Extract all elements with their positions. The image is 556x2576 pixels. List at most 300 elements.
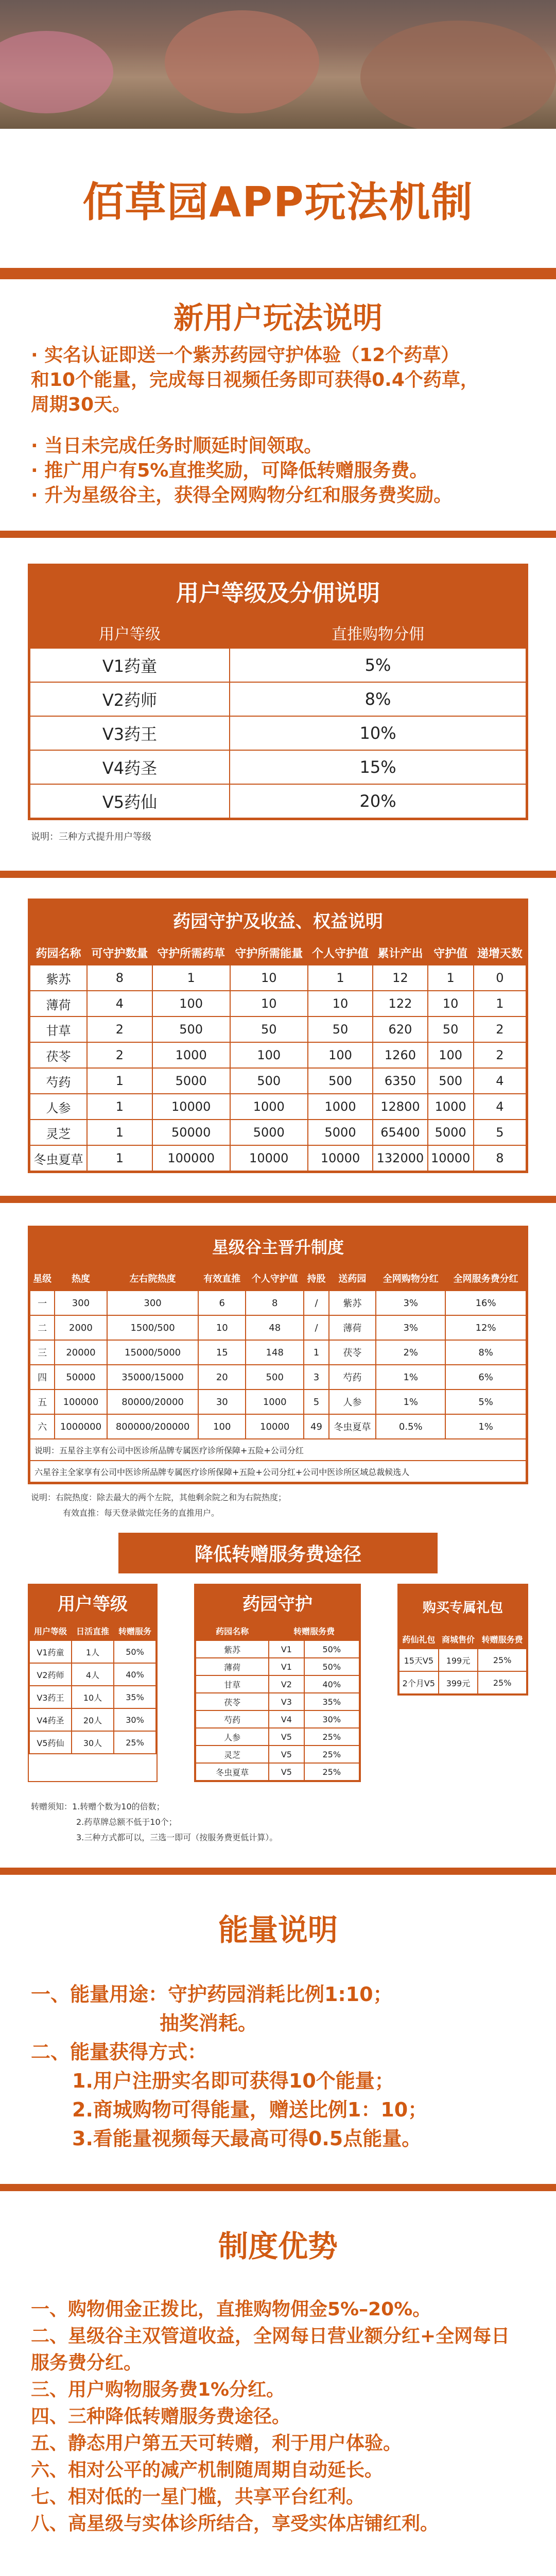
cell: 1% [445, 1414, 526, 1439]
energy-line: 3.看能量视频每天最高可得0.5点能量。 [72, 2127, 422, 2150]
divider-band [0, 531, 556, 538]
cell: 1000000 [55, 1414, 107, 1439]
table-row [30, 648, 526, 682]
cell: 2 [474, 1042, 526, 1068]
column-header: 守护值 [428, 940, 474, 965]
star-note: 六星谷主全家享有公司中医诊所品牌专属医疗诊所保障+五险+公司分红+公司中医诊所区域总裁候选人 [30, 1461, 526, 1482]
table-row [30, 1365, 526, 1389]
cell: V5药仙 [30, 784, 230, 818]
table-row [196, 1745, 359, 1763]
table-row [196, 1658, 359, 1675]
table-row [29, 1640, 156, 1663]
cell: 0.5% [376, 1414, 445, 1439]
cell: 人参 [329, 1389, 376, 1414]
cell: 50 [428, 1016, 474, 1042]
cell: 1 [152, 965, 230, 991]
table-row [30, 1068, 526, 1094]
fee-note: 2.药草牌总额不低于10个； [76, 1817, 177, 1827]
cell: 80000/20000 [107, 1389, 199, 1414]
cell: 10000 [152, 1094, 230, 1120]
cell: 8 [246, 1291, 304, 1315]
cell: 100000 [152, 1145, 230, 1171]
cell: 四 [30, 1365, 55, 1389]
cell: 8% [445, 1340, 526, 1365]
cell: / [304, 1315, 328, 1340]
cell: 620 [373, 1016, 427, 1042]
cell: 49 [304, 1414, 328, 1439]
cell: 1 [474, 991, 526, 1016]
column-header: 药园名称 [196, 1621, 269, 1640]
table-row [196, 1693, 359, 1710]
divider-band [0, 871, 556, 878]
cell: 0 [474, 965, 526, 991]
garden-fee-table [195, 1620, 360, 1781]
table-row [30, 1120, 526, 1145]
cell: 40% [304, 1675, 360, 1693]
garden-box [28, 899, 528, 1173]
cell: 4 [474, 1068, 526, 1094]
cell: 15000/5000 [107, 1340, 199, 1365]
cell: 1 [87, 1068, 152, 1094]
star-foot: 有效直推：每天登录做完任务的直推用户。 [63, 1508, 220, 1518]
table-row [196, 1640, 359, 1658]
star-box [28, 1226, 528, 1484]
divider-band [0, 2184, 556, 2191]
cell: 20% [230, 784, 526, 818]
advantage-line: 四、三种降低转赠服务费途径。 [31, 2406, 291, 2427]
advantage-line: 八、高星级与实体诊所结合，享受实体店铺红利。 [31, 2513, 439, 2534]
cell: 五 [30, 1389, 55, 1414]
cell: 1 [308, 965, 373, 991]
cell: 5000 [428, 1120, 474, 1145]
cell: 8 [474, 1145, 526, 1171]
card-title: 药园守护 [195, 1585, 360, 1620]
cell: 5% [230, 648, 526, 682]
cell: 15% [230, 750, 526, 784]
levels-note: 说明：三种方式提升用户等级 [31, 832, 151, 842]
cell: 199元 [439, 1649, 478, 1671]
cell: 人参 [30, 1094, 87, 1120]
card-title: 购买专属礼包 [398, 1585, 527, 1629]
column-header: 转赠服务费 [478, 1629, 527, 1649]
column-header: 全网购物分红 [376, 1266, 445, 1291]
cell: V4药圣 [30, 750, 230, 784]
cell: 50% [304, 1658, 360, 1675]
star-foot: 说明：右院热度：除去最大的两个左院，其他剩余院之和为右院热度； [31, 1493, 287, 1502]
cell: 6% [445, 1365, 526, 1389]
column-header: 有效直推 [198, 1266, 246, 1291]
table-row [30, 716, 526, 750]
cell: 8 [87, 965, 152, 991]
cell: 100 [308, 1042, 373, 1068]
cell: 8% [230, 682, 526, 716]
cell: 人参 [196, 1728, 269, 1745]
star-heading: 星级谷主晋升制度 [29, 1227, 527, 1265]
fee-userlevel-card [28, 1584, 158, 1782]
column-header: 药园名称 [30, 940, 87, 965]
cell: 100 [428, 1042, 474, 1068]
column-header: 递增天数 [474, 940, 526, 965]
cell: 25% [304, 1728, 360, 1745]
cell: 三 [30, 1340, 55, 1365]
cell: V3药王 [29, 1686, 72, 1708]
column-header: 日活直推 [72, 1621, 114, 1640]
table-row [30, 1414, 526, 1439]
table-row [29, 1663, 156, 1686]
energy-line: 2.商城购物可得能量，赠送比例1：10； [72, 2098, 428, 2121]
advantages-heading: 制度优势 [218, 2229, 338, 2264]
cell: 1500/500 [107, 1315, 199, 1340]
cell: 800000/200000 [107, 1414, 199, 1439]
column-header: 左右院热度 [107, 1266, 199, 1291]
cell: 1 [304, 1340, 328, 1365]
cell: / [304, 1291, 328, 1315]
cell: V2药师 [30, 682, 230, 716]
cell: 10 [308, 991, 373, 1016]
advantage-line: 七、相对低的一星门槛，共享平台红利。 [31, 2486, 365, 2507]
cell: 紫苏 [30, 965, 87, 991]
cell: 10000 [230, 1145, 308, 1171]
cell: 4 [87, 991, 152, 1016]
divider-band [0, 268, 556, 279]
advantages-content [31, 2296, 525, 2537]
cell: 50% [304, 1640, 360, 1658]
star-table [29, 1265, 527, 1483]
cell: 二 [30, 1315, 55, 1340]
table-row [30, 1094, 526, 1120]
cell: V2药师 [29, 1663, 72, 1686]
newuser-line: · 推广用户有5%直推奖励，可降低转赠服务费。 [31, 460, 428, 481]
column-header: 累计产出 [373, 940, 427, 965]
cell: 399元 [439, 1671, 478, 1694]
cell: 12800 [373, 1094, 427, 1120]
blossom-shape [165, 10, 319, 113]
gift-table [398, 1629, 527, 1694]
cell: 2 [474, 1016, 526, 1042]
cell: 1 [87, 1094, 152, 1120]
fee-note: 3.三种方式都可以，三选一即可（按服务费更低计算）。 [76, 1833, 278, 1842]
advantage-line: 三、用户购物服务费1%分红。 [31, 2379, 285, 2400]
cell: 25% [304, 1745, 360, 1763]
cell: 30 [198, 1389, 246, 1414]
table-row [196, 1728, 359, 1745]
cell: 2000 [55, 1315, 107, 1340]
cell: 500 [428, 1068, 474, 1094]
column-header: 可守护数量 [87, 940, 152, 965]
cell: 50% [114, 1640, 156, 1663]
cell: 40% [114, 1663, 156, 1686]
cell: 35000/15000 [107, 1365, 199, 1389]
cell: V5 [269, 1745, 304, 1763]
cell: V4药圣 [29, 1708, 72, 1731]
cell: 1000 [308, 1094, 373, 1120]
cell: V4 [269, 1710, 304, 1728]
newuser-line: · 升为星级谷主，获得全网购物分红和服务费奖励。 [31, 485, 453, 506]
cell: 10 [198, 1315, 246, 1340]
newuser-line: · 实名认证即送一个紫苏药园守护体验（12个药草） [31, 345, 460, 366]
energy-heading: 能量说明 [218, 1912, 338, 1947]
cell: 148 [246, 1340, 304, 1365]
header-row [29, 1621, 156, 1640]
column-header: 药仙礼包 [399, 1629, 439, 1649]
cell: 2个月V5 [399, 1671, 439, 1694]
cell: 50000 [55, 1365, 107, 1389]
cell: 芍药 [30, 1068, 87, 1094]
cell: 5000 [230, 1120, 308, 1145]
cell: 2 [87, 1042, 152, 1068]
cell: 茯苓 [30, 1042, 87, 1068]
cell: 茯苓 [329, 1340, 376, 1365]
cell: 5 [304, 1389, 328, 1414]
cell: 65400 [373, 1120, 427, 1145]
cell: 10 [230, 991, 308, 1016]
cell: V5药仙 [29, 1731, 72, 1754]
table-row [30, 991, 526, 1016]
cell: 薄荷 [196, 1658, 269, 1675]
advantage-line: 服务费分红。 [31, 2352, 143, 2374]
cell: 2% [376, 1340, 445, 1365]
cell: 6 [198, 1291, 246, 1315]
levels-heading: 用户等级及分佣说明 [29, 565, 527, 617]
newuser-line: · 当日未完成任务时顺延时间领取。 [31, 435, 323, 456]
table-row [30, 1016, 526, 1042]
cell: 25% [114, 1731, 156, 1754]
cell: 300 [55, 1291, 107, 1315]
cell: 500 [308, 1068, 373, 1094]
cell: 1000 [428, 1094, 474, 1120]
divider-band [0, 1868, 556, 1875]
table-row [30, 1315, 526, 1340]
header-row [30, 1266, 526, 1291]
cell: 5% [445, 1389, 526, 1414]
cell: V1药童 [30, 648, 230, 682]
column-header: 全网服务费分红 [445, 1266, 526, 1291]
cell: 1% [376, 1365, 445, 1389]
newuser-line: 周期30天。 [31, 394, 131, 415]
column-header: 转赠服务 [114, 1621, 156, 1640]
cell: 5000 [152, 1068, 230, 1094]
cell: V1 [269, 1640, 304, 1658]
cell: 25% [478, 1671, 527, 1694]
cell: 500 [230, 1068, 308, 1094]
table-row [30, 965, 526, 991]
column-header: 转赠服务费 [269, 1621, 359, 1640]
header-row [399, 1629, 527, 1649]
cell: 30% [114, 1708, 156, 1731]
cell: 甘草 [196, 1675, 269, 1693]
cell: 50 [308, 1016, 373, 1042]
newuser-content [31, 343, 525, 508]
cell: 16% [445, 1291, 526, 1315]
cell: 1 [428, 965, 474, 991]
cell: 2 [87, 1016, 152, 1042]
table-row [30, 1042, 526, 1068]
cell: 冬虫夏草 [30, 1145, 87, 1171]
cell: 六 [30, 1414, 55, 1439]
cell: 100 [198, 1414, 246, 1439]
column-header: 守护所需能量 [230, 940, 308, 965]
cell: 4人 [72, 1663, 114, 1686]
cell: 芍药 [329, 1365, 376, 1389]
advantage-line: 二、星级谷主双管道收益，全网每日营业额分红+全网每日 [31, 2326, 510, 2347]
cell: 30人 [72, 1731, 114, 1754]
table-row [30, 682, 526, 716]
cell: 500 [246, 1365, 304, 1389]
table-row [30, 750, 526, 784]
cell: 132000 [373, 1145, 427, 1171]
cell: V5 [269, 1763, 304, 1781]
cell: 一 [30, 1291, 55, 1315]
cell: 35% [304, 1693, 360, 1710]
column-header: 个人守护值 [246, 1266, 304, 1291]
cell: 3% [376, 1315, 445, 1340]
table-row [29, 1731, 156, 1754]
energy-content [31, 1980, 525, 2153]
column-header: 守护所需药草 [152, 940, 230, 965]
column-header: 星级 [30, 1266, 55, 1291]
cell: 50 [230, 1016, 308, 1042]
column-header: 个人守护值 [308, 940, 373, 965]
advantage-line: 一、购物佣金正拨比，直推购物佣金5%–20%。 [31, 2299, 431, 2320]
energy-line: 一、能量用途：守护药园消耗比例1:10； [31, 1983, 393, 2006]
cell: V2 [269, 1675, 304, 1693]
cell: 5 [474, 1120, 526, 1145]
fee-heading: 降低转赠服务费途径 [118, 1533, 438, 1573]
table-row [30, 784, 526, 818]
table-row [30, 1291, 526, 1315]
cell: 1000 [230, 1094, 308, 1120]
newuser-line: 和10个能量，完成每日视频任务即可获得0.4个药草， [31, 369, 479, 391]
cell: 薄荷 [30, 991, 87, 1016]
table-row [30, 1439, 526, 1461]
cell: 50000 [152, 1120, 230, 1145]
blossom-shape [0, 31, 113, 113]
cell: 25% [304, 1763, 360, 1781]
column-header: 用户等级 [29, 1621, 72, 1640]
cell: 10000 [428, 1145, 474, 1171]
levels-table [29, 617, 527, 819]
cell: 薄荷 [329, 1315, 376, 1340]
table-row [196, 1763, 359, 1781]
cell: 3% [376, 1291, 445, 1315]
table-row [30, 1340, 526, 1365]
cell: 茯苓 [196, 1693, 269, 1710]
cell: V1药童 [29, 1640, 72, 1663]
cell: 10000 [308, 1145, 373, 1171]
cell: 100 [152, 991, 230, 1016]
cell: 10000 [246, 1414, 304, 1439]
cell: V1 [269, 1658, 304, 1675]
cell: 10% [230, 716, 526, 750]
column-header: 送药园 [329, 1266, 376, 1291]
cell: 1人 [72, 1640, 114, 1663]
table-row [30, 1145, 526, 1171]
cell: 35% [114, 1686, 156, 1708]
cell: 15 [198, 1340, 246, 1365]
table-row [196, 1675, 359, 1693]
cell: 1000 [246, 1389, 304, 1414]
cell: 灵芝 [196, 1745, 269, 1763]
table-row [399, 1671, 527, 1694]
advantage-line: 五、静态用户第五天可转赠，利于用户体验。 [31, 2433, 402, 2454]
card-title: 用户等级 [29, 1585, 157, 1620]
cell: 12% [445, 1315, 526, 1340]
header-row [196, 1621, 359, 1640]
cell: 甘草 [30, 1016, 87, 1042]
cell: 5000 [308, 1120, 373, 1145]
cell: 冬虫夏草 [329, 1414, 376, 1439]
cell: 20 [198, 1365, 246, 1389]
cell: 灵芝 [30, 1120, 87, 1145]
garden-heading: 药园守护及收益、权益说明 [29, 900, 527, 940]
table-row [196, 1710, 359, 1728]
cell: 1% [376, 1389, 445, 1414]
cell: 紫苏 [329, 1291, 376, 1315]
cell: 122 [373, 991, 427, 1016]
levels-box [28, 564, 528, 820]
cell: 20人 [72, 1708, 114, 1731]
page-title: 佰草园APP玩法机制 [82, 178, 474, 226]
hero-banner [0, 0, 556, 129]
table-row [399, 1649, 527, 1671]
fee-note: 转赠须知：1.转赠个数为10的倍数； [31, 1802, 165, 1811]
cell: 12 [373, 965, 427, 991]
cell: 芍药 [196, 1710, 269, 1728]
column-header: 商城售价 [439, 1629, 478, 1649]
blossom-shape [360, 21, 556, 129]
cell: 1 [87, 1145, 152, 1171]
table-row [30, 1389, 526, 1414]
userlevel-table [29, 1620, 157, 1754]
cell: 3 [304, 1365, 328, 1389]
cell: 500 [152, 1016, 230, 1042]
cell: 30% [304, 1710, 360, 1728]
cell: V5 [269, 1728, 304, 1745]
cell: V3 [269, 1693, 304, 1710]
energy-line: 抽奖消耗。 [160, 2012, 258, 2035]
cell: 10 [428, 991, 474, 1016]
fee-garden-card [194, 1584, 361, 1782]
table-row [29, 1686, 156, 1708]
advantage-line: 六、相对公平的减产机制随周期自动延长。 [31, 2460, 384, 2481]
cell: 20000 [55, 1340, 107, 1365]
table-row [30, 1461, 526, 1482]
cell: 10 [230, 965, 308, 991]
column-header: 直推购物分佣 [230, 617, 526, 648]
cell: 1 [87, 1120, 152, 1145]
cell: 6350 [373, 1068, 427, 1094]
cell: 15天V5 [399, 1649, 439, 1671]
cell: 10人 [72, 1686, 114, 1708]
header-row [30, 940, 526, 965]
newuser-heading: 新用户玩法说明 [173, 300, 383, 335]
divider-band [0, 1196, 556, 1203]
cell: 紫苏 [196, 1640, 269, 1658]
cell: 48 [246, 1315, 304, 1340]
cell: 1000 [152, 1042, 230, 1068]
cell: 1260 [373, 1042, 427, 1068]
fee-methods [28, 1584, 528, 1782]
cell: 4 [474, 1094, 526, 1120]
cell: 冬虫夏草 [196, 1763, 269, 1781]
table-row [29, 1708, 156, 1731]
fee-gift-card [397, 1584, 528, 1696]
footer [0, 2568, 556, 2576]
garden-table [29, 940, 527, 1172]
energy-line: 二、能量获得方式： [31, 2041, 207, 2063]
energy-line: 1.用户注册实名即可获得10个能量； [72, 2070, 394, 2092]
star-note: 说明：五星谷主享有公司中医诊所品牌专属医疗诊所保障+五险+公司分红 [30, 1439, 526, 1461]
